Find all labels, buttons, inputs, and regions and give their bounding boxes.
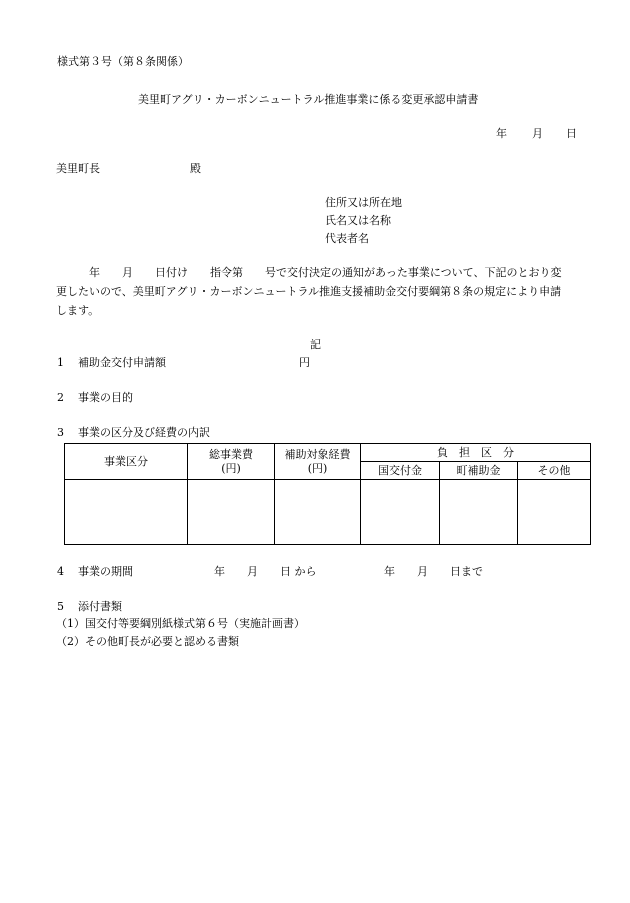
addressee-name: 美里町長 (56, 162, 100, 175)
body-line-3: します。 (56, 304, 100, 317)
header-total-cost-unit: (円) (221, 461, 241, 475)
header-national-grant: 国交付金 (361, 462, 440, 480)
period-to: 年 月 日まで (384, 565, 483, 578)
cell-national-grant[interactable] (361, 480, 440, 545)
applicant-rep-label: 代表者名 (325, 232, 369, 245)
section-1-unit: 円 (299, 356, 310, 369)
applicant-address-label: 住所又は所在地 (325, 196, 402, 209)
cell-total-cost[interactable] (188, 480, 275, 545)
header-other: その他 (518, 462, 591, 480)
section-2-label: 事業の目的 (78, 391, 133, 404)
cell-category[interactable] (65, 480, 188, 545)
section-4-number: 4 (57, 565, 64, 578)
header-burden: 負 担 区 分 (361, 444, 591, 462)
applicant-name-label: 氏名又は名称 (325, 214, 391, 227)
body-line-2: 更したいので、美里町アグリ・カーボンニュートラル推進支援補助金交付要綱第８条の規定により申請 (56, 285, 562, 298)
date-day: 日 (566, 127, 577, 140)
ki-heading: 記 (310, 338, 321, 351)
header-total-cost-label: 総事業費 (209, 447, 253, 461)
section-2-number: 2 (57, 391, 64, 404)
attachment-2: （2）その他町長が必要と認める書類 (56, 635, 239, 648)
header-eligible-cost-unit: (円) (307, 461, 328, 475)
expense-breakdown-table (64, 443, 591, 545)
section-1-label: 補助金交付申請額 (78, 356, 166, 369)
header-category: 事業区分 (65, 444, 188, 480)
header-town-subsidy: 町補助金 (440, 462, 518, 480)
form-number: 様式第３号（第８条関係） (57, 55, 189, 68)
document-title: 美里町アグリ・カーボンニュートラル推進事業に係る変更承認申請書 (138, 93, 479, 106)
body-line-1: 年 月 日付け 指令第 号で交付決定の通知があった事業について、下記のとおり変 (89, 266, 562, 279)
date-month: 月 (532, 127, 543, 140)
section-4-label: 事業の期間 (78, 565, 133, 578)
header-eligible-cost-label: 補助対象経費 (284, 447, 351, 461)
cell-town-subsidy[interactable] (440, 480, 518, 545)
section-5-number: 5 (57, 600, 64, 613)
section-3-label: 事業の区分及び経費の内訳 (78, 426, 210, 439)
cell-other[interactable] (518, 480, 591, 545)
addressee-honorific: 殿 (190, 162, 201, 175)
section-3-number: 3 (57, 426, 64, 439)
header-eligible-cost (275, 444, 361, 480)
date-year: 年 (496, 127, 507, 140)
attachment-1: （1）国交付等要綱別紙様式第６号（実施計画書） (56, 617, 305, 630)
section-1-number: 1 (57, 356, 64, 369)
cell-eligible-cost[interactable] (275, 480, 361, 545)
table-row (65, 480, 591, 545)
section-5-label: 添付書類 (78, 600, 122, 613)
header-total-cost (188, 444, 275, 480)
period-from: 年 月 日 から (214, 565, 317, 578)
